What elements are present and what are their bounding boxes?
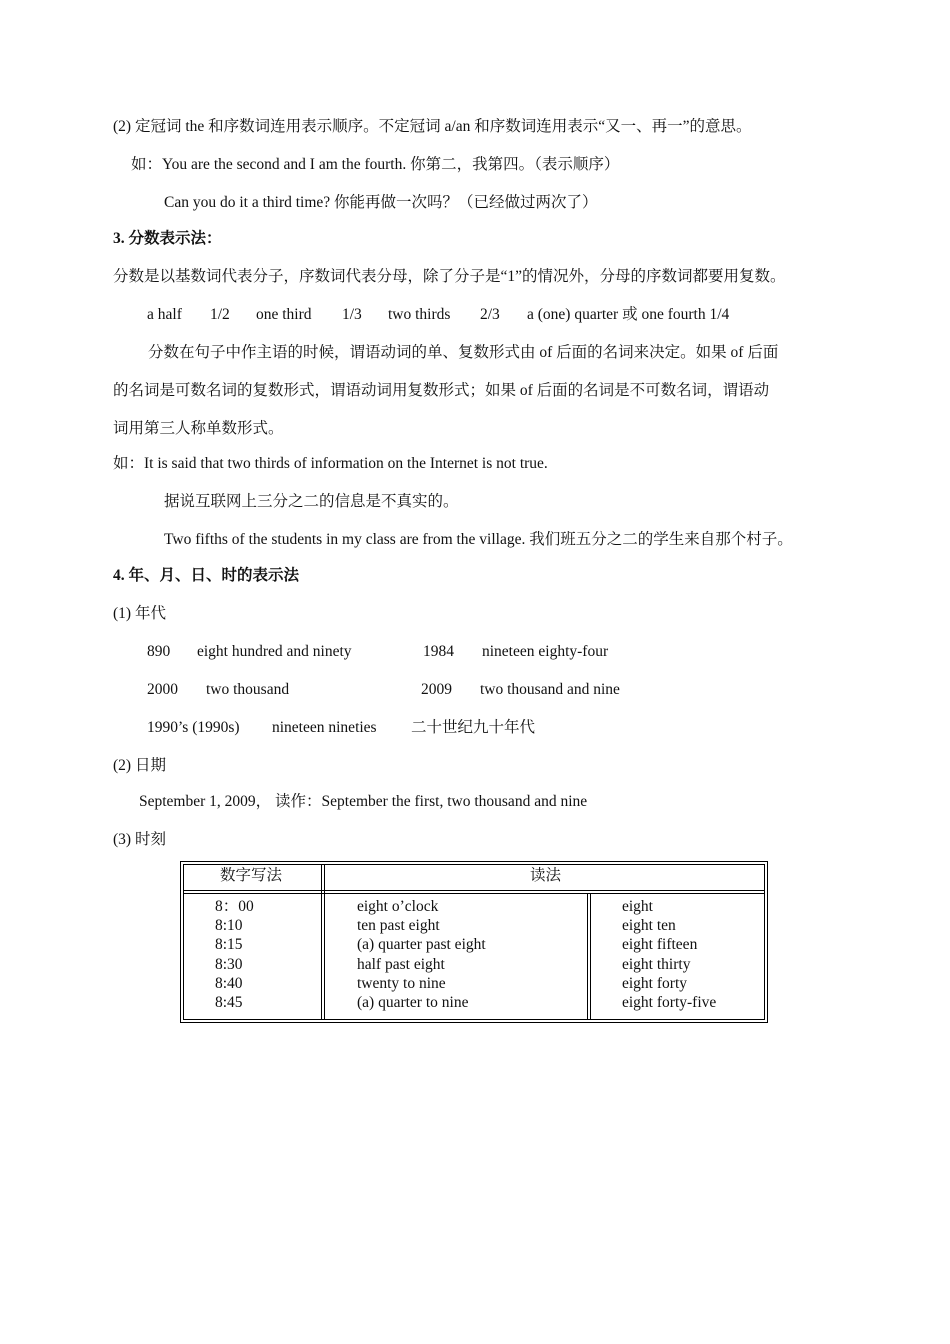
subheading-time: (3) 时刻 <box>113 831 166 848</box>
year-reading: nineteen nineties <box>272 719 377 736</box>
table-column-divider <box>324 864 325 1020</box>
table-cell: 8:45 <box>215 994 243 1012</box>
year-number: 1990’s (1990s) <box>147 719 240 736</box>
paragraph-subject-verb-2: 的名词是可数名词的复数形式，谓语动词用复数形式；如果 of 后面的名词是不可数名词，谓语动 <box>113 382 770 399</box>
section-heading-fractions: 3. 分数表示法： <box>113 230 222 247</box>
time-table <box>180 861 768 1023</box>
table-column-divider <box>590 893 591 1020</box>
table-header-reading: 读法 <box>530 867 562 884</box>
table-cell: (a) quarter to nine <box>357 994 469 1012</box>
table-cell: 8:40 <box>215 974 243 992</box>
table-cell: half past eight <box>357 955 445 973</box>
table-cell: 8:10 <box>215 917 243 935</box>
date-example: September 1, 2009， 读作：September the first, two thousand and nine <box>139 793 588 810</box>
table-column-reading-2 <box>622 897 716 1012</box>
example-sentence-internet: 如：It is said that two thirds of information on the Internet is not true. <box>113 455 548 472</box>
table-cell: twenty to nine <box>357 974 446 992</box>
table-cell: 8：00 <box>215 898 254 915</box>
subheading-years: (1) 年代 <box>113 605 166 622</box>
table-header-divider <box>183 893 765 894</box>
fraction-word: one third <box>256 306 312 323</box>
table-cell: eight thirty <box>622 955 691 973</box>
table-cell: eight forty <box>622 974 687 992</box>
table-cell: eight forty-five <box>622 994 717 1012</box>
paragraph-subject-verb-3: 词用第三人称单数形式。 <box>113 420 284 437</box>
year-number: 2000 <box>147 681 178 698</box>
fraction-number: 1/3 <box>342 306 362 323</box>
year-reading: two thousand and nine <box>480 681 620 698</box>
year-row <box>0 680 950 700</box>
example-sentence-again: Can you do it a third time? 你能再做一次吗？（已经做过两次了） <box>164 194 598 211</box>
example-translation-internet: 据说互联网上三分之二的信息是不真实的。 <box>164 493 459 510</box>
table-cell: 8:15 <box>215 936 243 954</box>
fraction-number: 2/3 <box>480 306 500 323</box>
year-row <box>0 642 950 662</box>
table-column-divider <box>587 893 588 1020</box>
table-cell: eight o’clock <box>357 898 439 915</box>
table-header-divider <box>183 890 765 891</box>
table-cell: eight fifteen <box>622 936 698 954</box>
year-row <box>0 718 950 738</box>
paragraph-subject-verb-1: 分数在句子中作主语的时候，谓语动词的单、复数形式由 of 后面的名词来决定。如果 of 后面 <box>148 344 779 361</box>
year-number: 1984 <box>423 643 454 660</box>
example-sentence-order: 如：You are the second and I am the fourth. 你第二，我第四。（表示顺序） <box>131 156 620 173</box>
subheading-dates: (2) 日期 <box>113 757 166 774</box>
example-sentence-students: Two fifths of the students in my class are from the village. 我们班五分之二的学生来自那个村子。 <box>164 531 793 548</box>
fraction-word: a (one) quarter 或 one fourth 1/4 <box>527 306 730 323</box>
table-cell: 8:30 <box>215 955 243 973</box>
table-cell: eight <box>622 898 653 915</box>
fraction-examples-row <box>0 305 950 325</box>
year-number: 2009 <box>421 681 452 698</box>
fraction-word: two thirds <box>388 306 451 323</box>
table-cell: (a) quarter past eight <box>357 936 486 954</box>
paragraph-fraction-rule: 分数是以基数词代表分子，序数词代表分母，除了分子是“1”的情况外，分母的序数词都要用复数。 <box>113 268 786 285</box>
table-cell: eight ten <box>622 917 676 935</box>
section-heading-dates: 4. 年、月、日、时的表示法 <box>113 567 300 584</box>
table-header-digits: 数字写法 <box>220 867 283 884</box>
year-number: 890 <box>147 643 171 660</box>
table-column-reading-1 <box>357 897 486 1012</box>
table-column-divider <box>321 864 322 1020</box>
table-column-digits <box>215 897 254 1012</box>
year-reading: eight hundred and ninety <box>197 643 352 660</box>
year-chinese: 二十世纪九十年代 <box>411 719 536 736</box>
year-reading: two thousand <box>206 681 290 698</box>
fraction-word: a half <box>147 306 182 323</box>
paragraph-article-ordinal: (2) 定冠词 the 和序数词连用表示顺序。不定冠词 a/an 和序数词连用表示“又一、再一”的意思。 <box>113 118 752 135</box>
fraction-number: 1/2 <box>210 306 230 323</box>
table-cell: ten past eight <box>357 917 440 935</box>
year-reading: nineteen eighty-four <box>482 643 609 660</box>
